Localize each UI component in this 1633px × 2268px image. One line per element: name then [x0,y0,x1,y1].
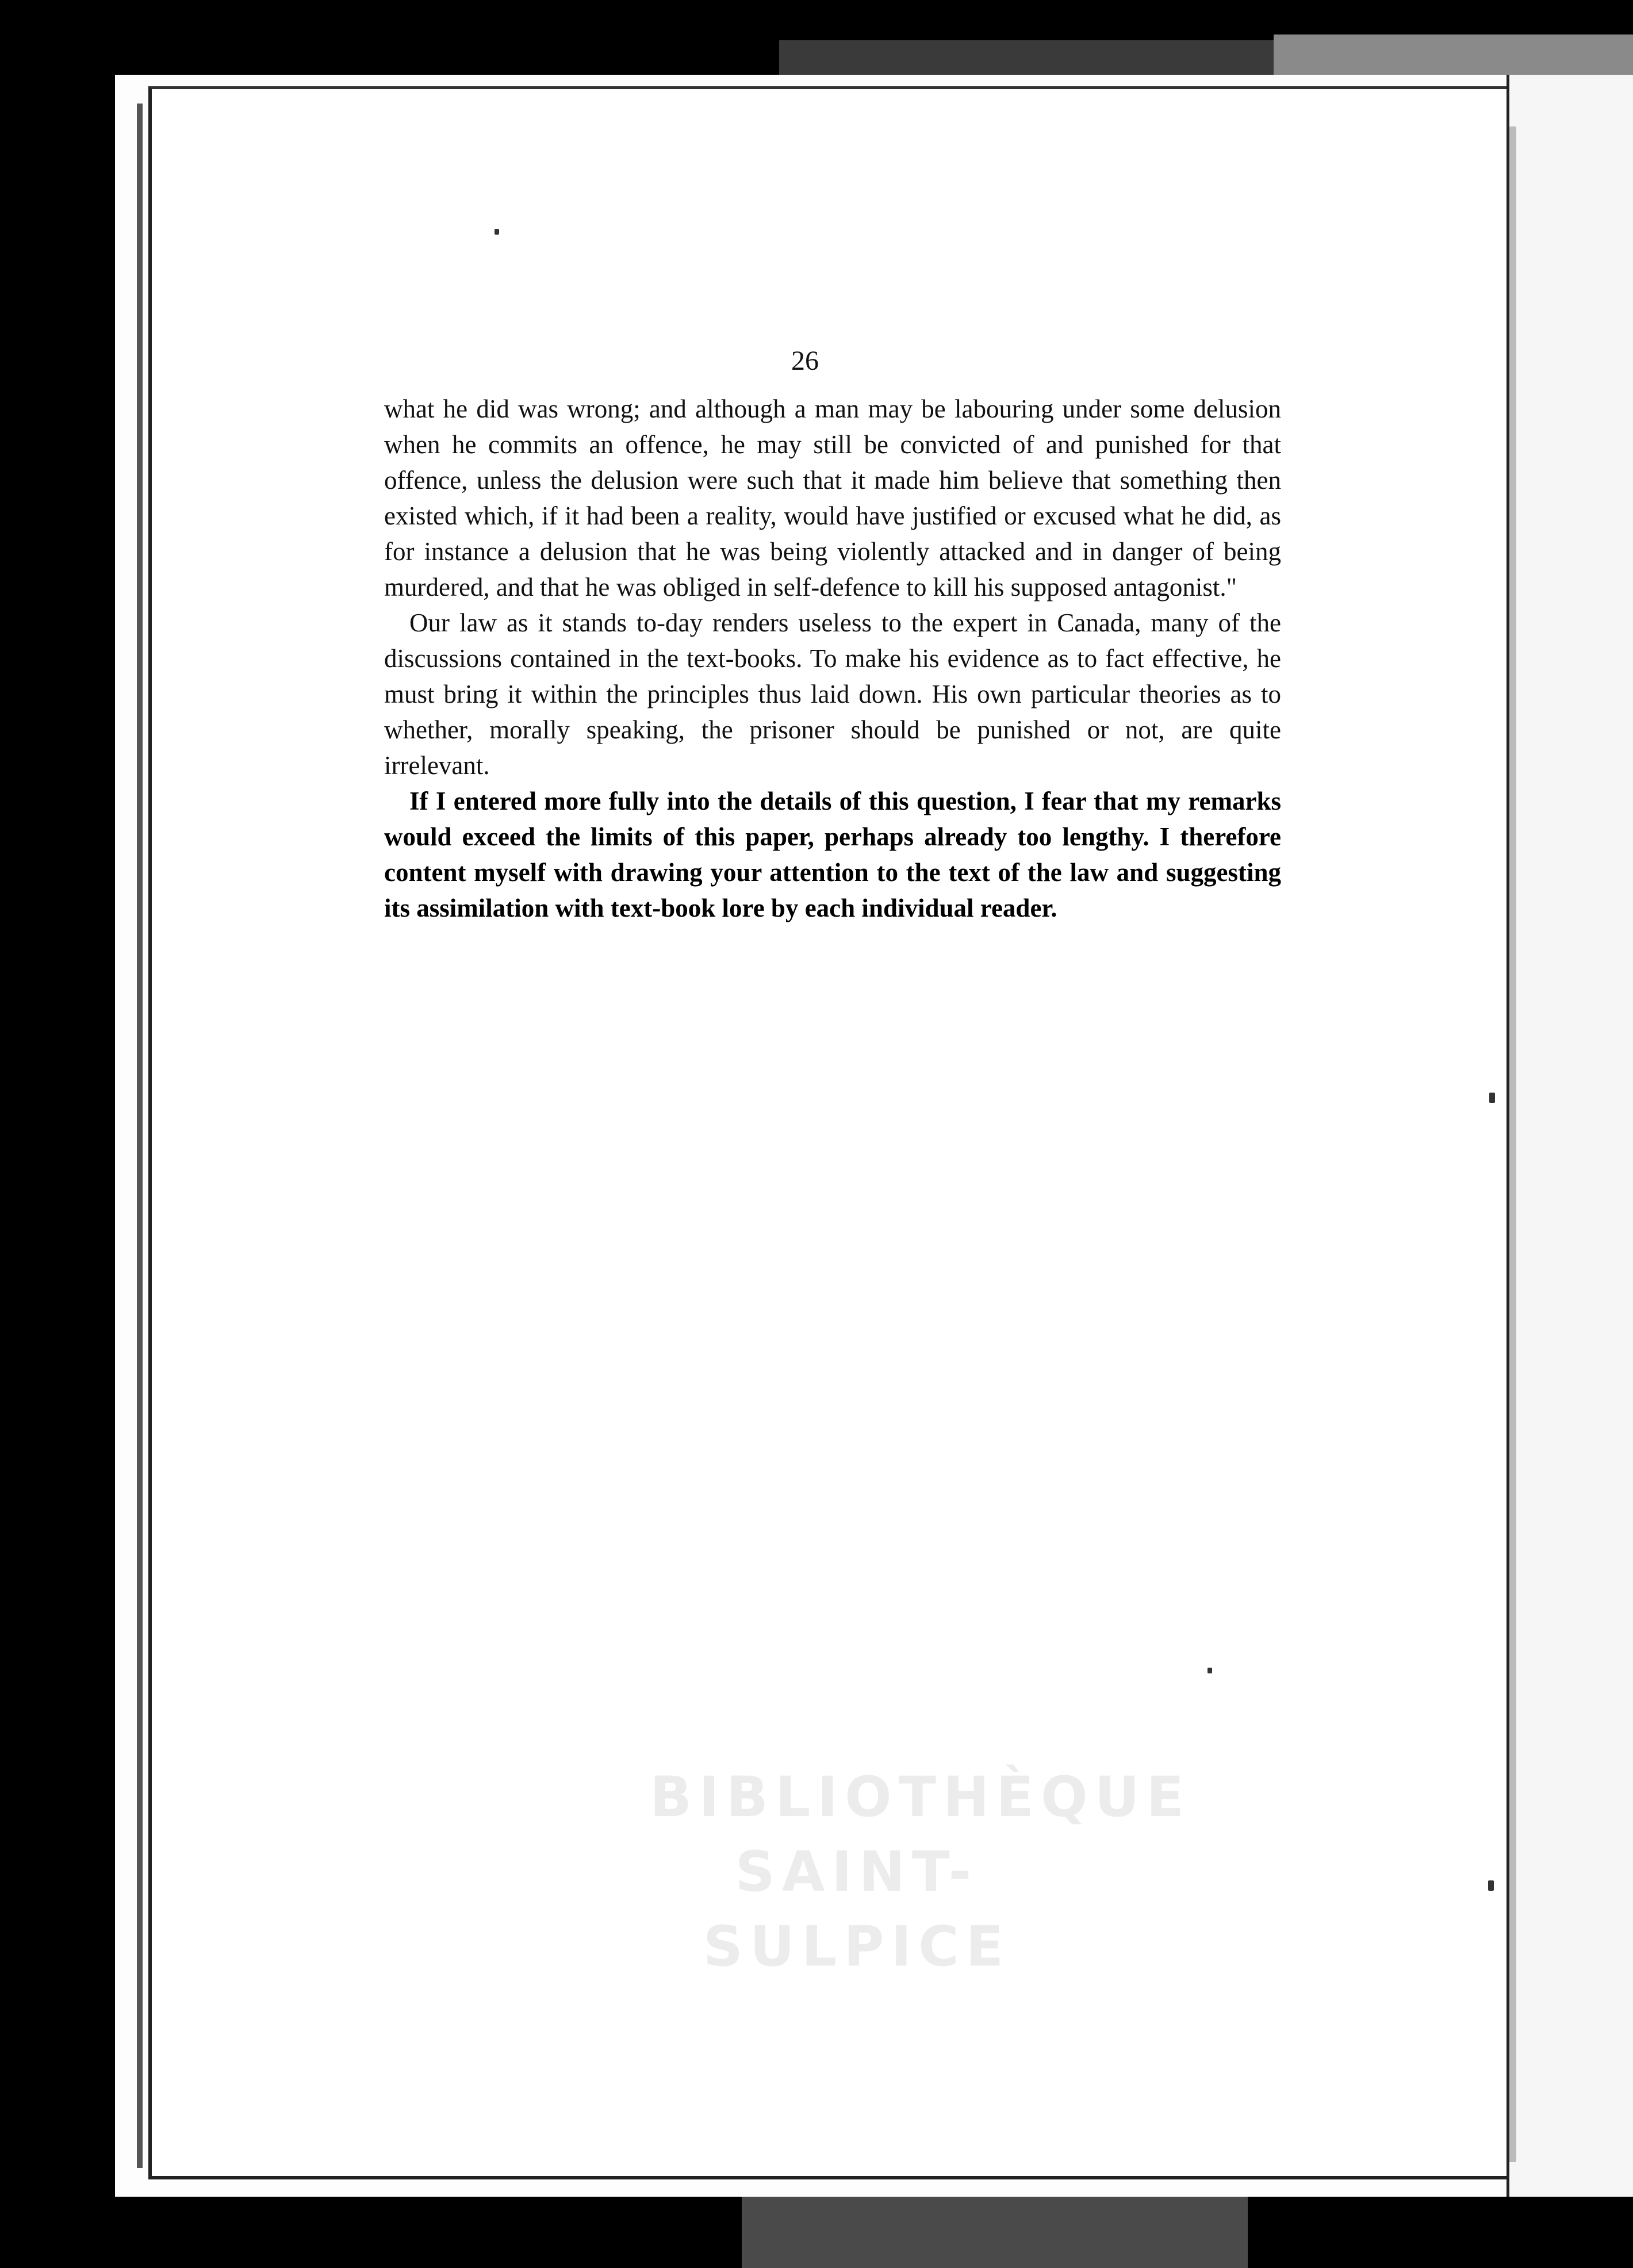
stamp-line-2: SAINT-SULPICE [703,1840,1011,1979]
facing-page [1506,75,1633,2197]
library-stamp [650,1760,1191,1984]
paragraph-3: If I entered more fully into the details of this question, I fear that my remarks would exceed the limits of this paper, perhaps already too lengthy. I therefore content myself with drawing your attention to the text of the law and suggesting its assimilation with text-book lore by each individual reader. [384,787,1281,922]
page-spine-edge [137,104,143,2168]
stamp-line-1: BIBLIOTHÈQUE [650,1765,1191,1829]
facing-page-edge [1509,127,1516,2162]
speck-mark [1208,1668,1212,1673]
margin-mark [1488,1880,1494,1891]
paragraph-2: Our law as it stands to-day renders useless to the expert in Canada, many of the discussions contained in the text-books. To make his evidence as to fact effective, he must bring it within the principles thus laid down. His own particular theories as to whether, morally speaking, the prisoner should be punished or not, are quite irrelevant. [384,608,1281,780]
page-number: 26 [791,346,819,376]
margin-mark [1489,1093,1495,1103]
body-text [384,391,1281,926]
paragraph-1: what he did was wrong; and although a man may be labouring under some delusion when he commits an offence, he may still be convicted of and punished for that offence, unless the delusion were such that it made him believe that something then existed which, if it had been a reality, would have justified or excused what he did, as for instance a delusion that he was being violently attacked and in danger of being murdered, and that he was obliged in self-defence to kill his supposed antagonist." [384,394,1281,602]
speck-mark [494,229,499,235]
